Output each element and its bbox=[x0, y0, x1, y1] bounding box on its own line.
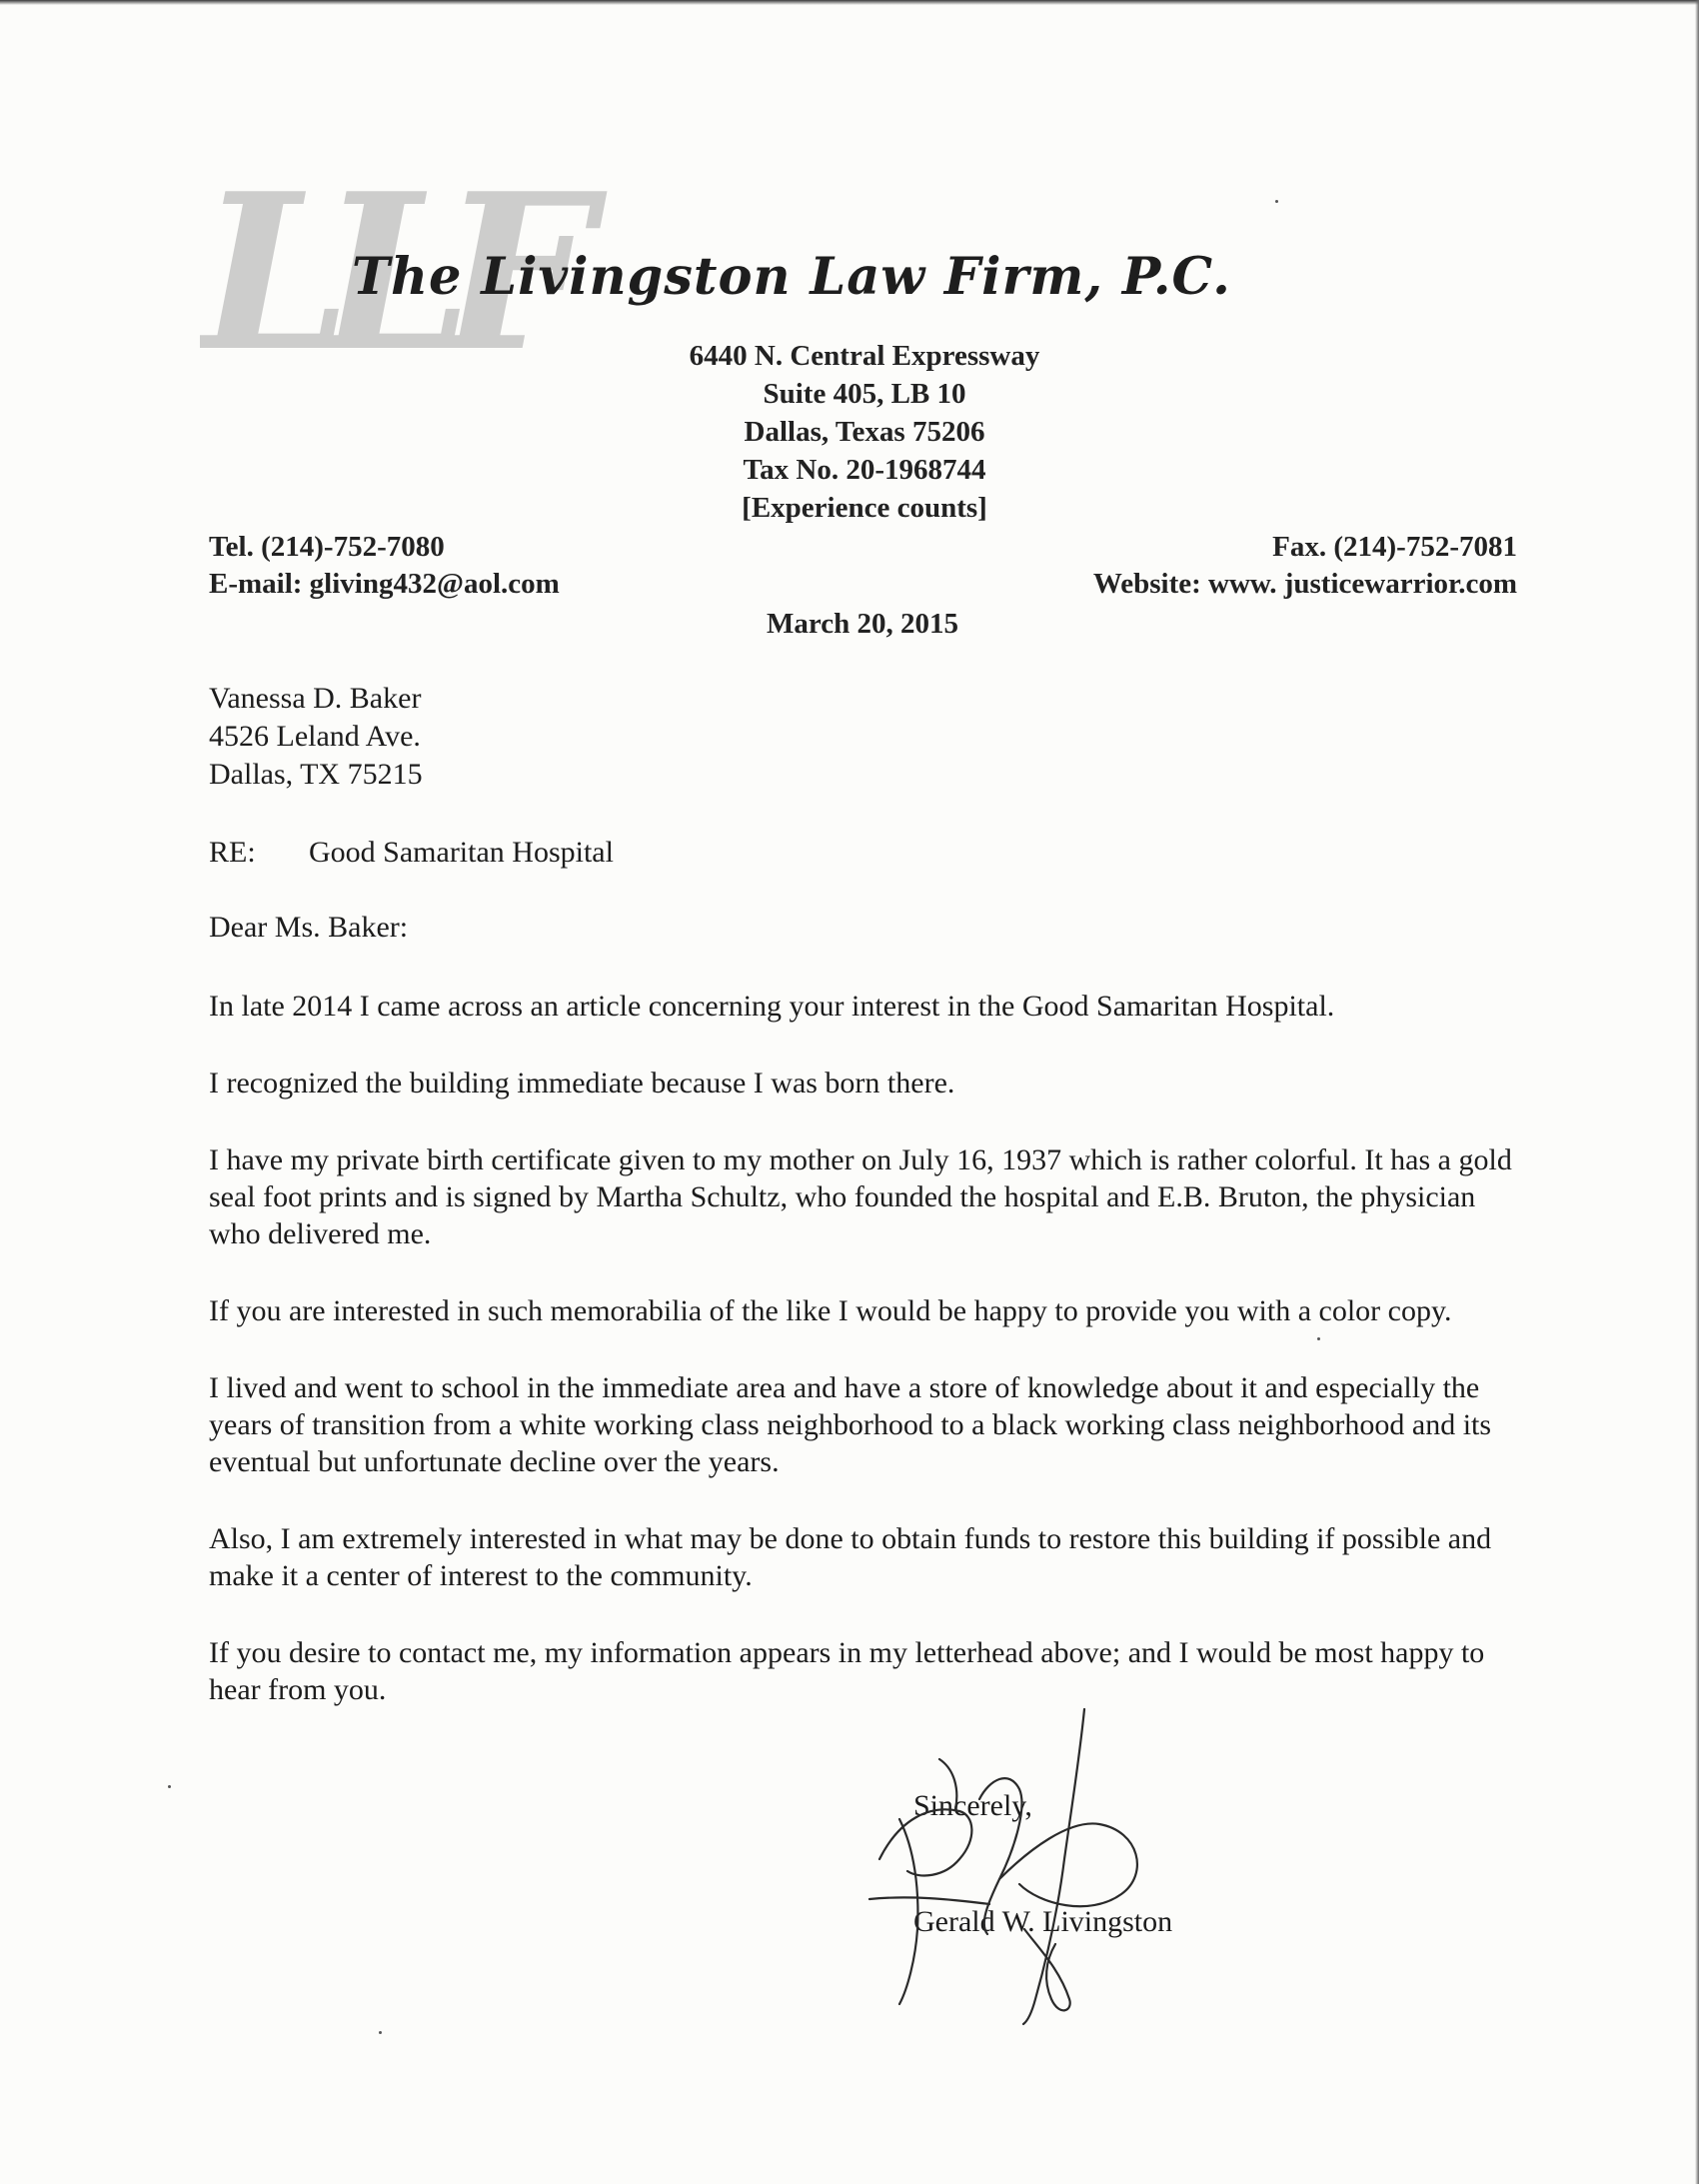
body-paragraph: If you desire to contact me, my information appears in my letterhead above; and I would be most happy to hear from you. bbox=[209, 1636, 1485, 1706]
body-paragraph: I have my private birth certificate given to my mother on July 16, 1937 which is rather colorful. It has a gold seal foot prints and is signed by Martha Schultz, who founded the hospital and E.B. Bruton, the physician who delivered me. bbox=[209, 1143, 1512, 1250]
scan-speck bbox=[379, 2031, 382, 2034]
address-line: 6440 N. Central Expressway bbox=[689, 340, 1040, 372]
closing: Sincerely, bbox=[913, 1789, 1032, 1822]
scan-speck bbox=[168, 1785, 171, 1788]
subject-line bbox=[209, 834, 614, 872]
tax-number: Tax No. 20-1968744 bbox=[743, 454, 986, 486]
subject-label: RE: bbox=[209, 836, 256, 869]
body-paragraph: I recognized the building immediate because I was born there. bbox=[209, 1067, 955, 1099]
body-paragraph: In late 2014 I came across an article concerning your interest in the Good Samaritan Hospital. bbox=[209, 990, 1335, 1023]
logo-monogram: LLF bbox=[200, 188, 565, 363]
email: E-mail: gliving432@aol.com bbox=[209, 568, 560, 600]
body-paragraph: Also, I am extremely interested in what may be done to obtain funds to restore this building if possible and make it a center of interest to the community. bbox=[209, 1522, 1492, 1592]
scan-speck bbox=[1275, 200, 1278, 203]
website: Website: www. justicewarrior.com bbox=[1092, 568, 1517, 600]
recipient-street: 4526 Leland Ave. bbox=[209, 720, 421, 753]
address-line: Dallas, Texas 75206 bbox=[744, 416, 985, 448]
recipient-name: Vanessa D. Baker bbox=[209, 682, 422, 715]
firm-name: The Livingston Law Firm, P.C. bbox=[352, 247, 1231, 307]
recipient-city: Dallas, TX 75215 bbox=[209, 758, 423, 791]
letter-date: March 20, 2015 bbox=[767, 608, 958, 640]
address-line: Suite 405, LB 10 bbox=[763, 378, 966, 410]
signer-name: Gerald W. Livingston bbox=[913, 1905, 1173, 1938]
recipient-address bbox=[209, 680, 423, 794]
telephone: Tel. (214)-752-7080 bbox=[209, 531, 445, 563]
firm-slogan: [Experience counts] bbox=[742, 492, 987, 524]
contact-right bbox=[1093, 529, 1517, 603]
firm-address bbox=[560, 337, 1169, 527]
scan-edge-right bbox=[1695, 0, 1699, 2184]
body-paragraph: If you are interested in such memorabilia of the like I would be happy to provide you with a color copy. bbox=[209, 1294, 1452, 1327]
scan-edge-top bbox=[0, 0, 1699, 5]
subject-text: Good Samaritan Hospital bbox=[309, 836, 614, 869]
salutation: Dear Ms. Baker: bbox=[209, 911, 409, 944]
scan-speck bbox=[1317, 1337, 1320, 1340]
handwritten-signature bbox=[859, 1699, 1159, 2029]
letter-body bbox=[209, 988, 1518, 1748]
contact-left bbox=[209, 529, 560, 603]
fax: Fax. (214)-752-7081 bbox=[1272, 531, 1517, 563]
body-paragraph: I lived and went to school in the immediate area and have a store of knowledge about it and especially the years of transition from a white working class neighborhood to a black working class neighborhood and its eventual but unfortunate decline over the years. bbox=[209, 1371, 1492, 1478]
